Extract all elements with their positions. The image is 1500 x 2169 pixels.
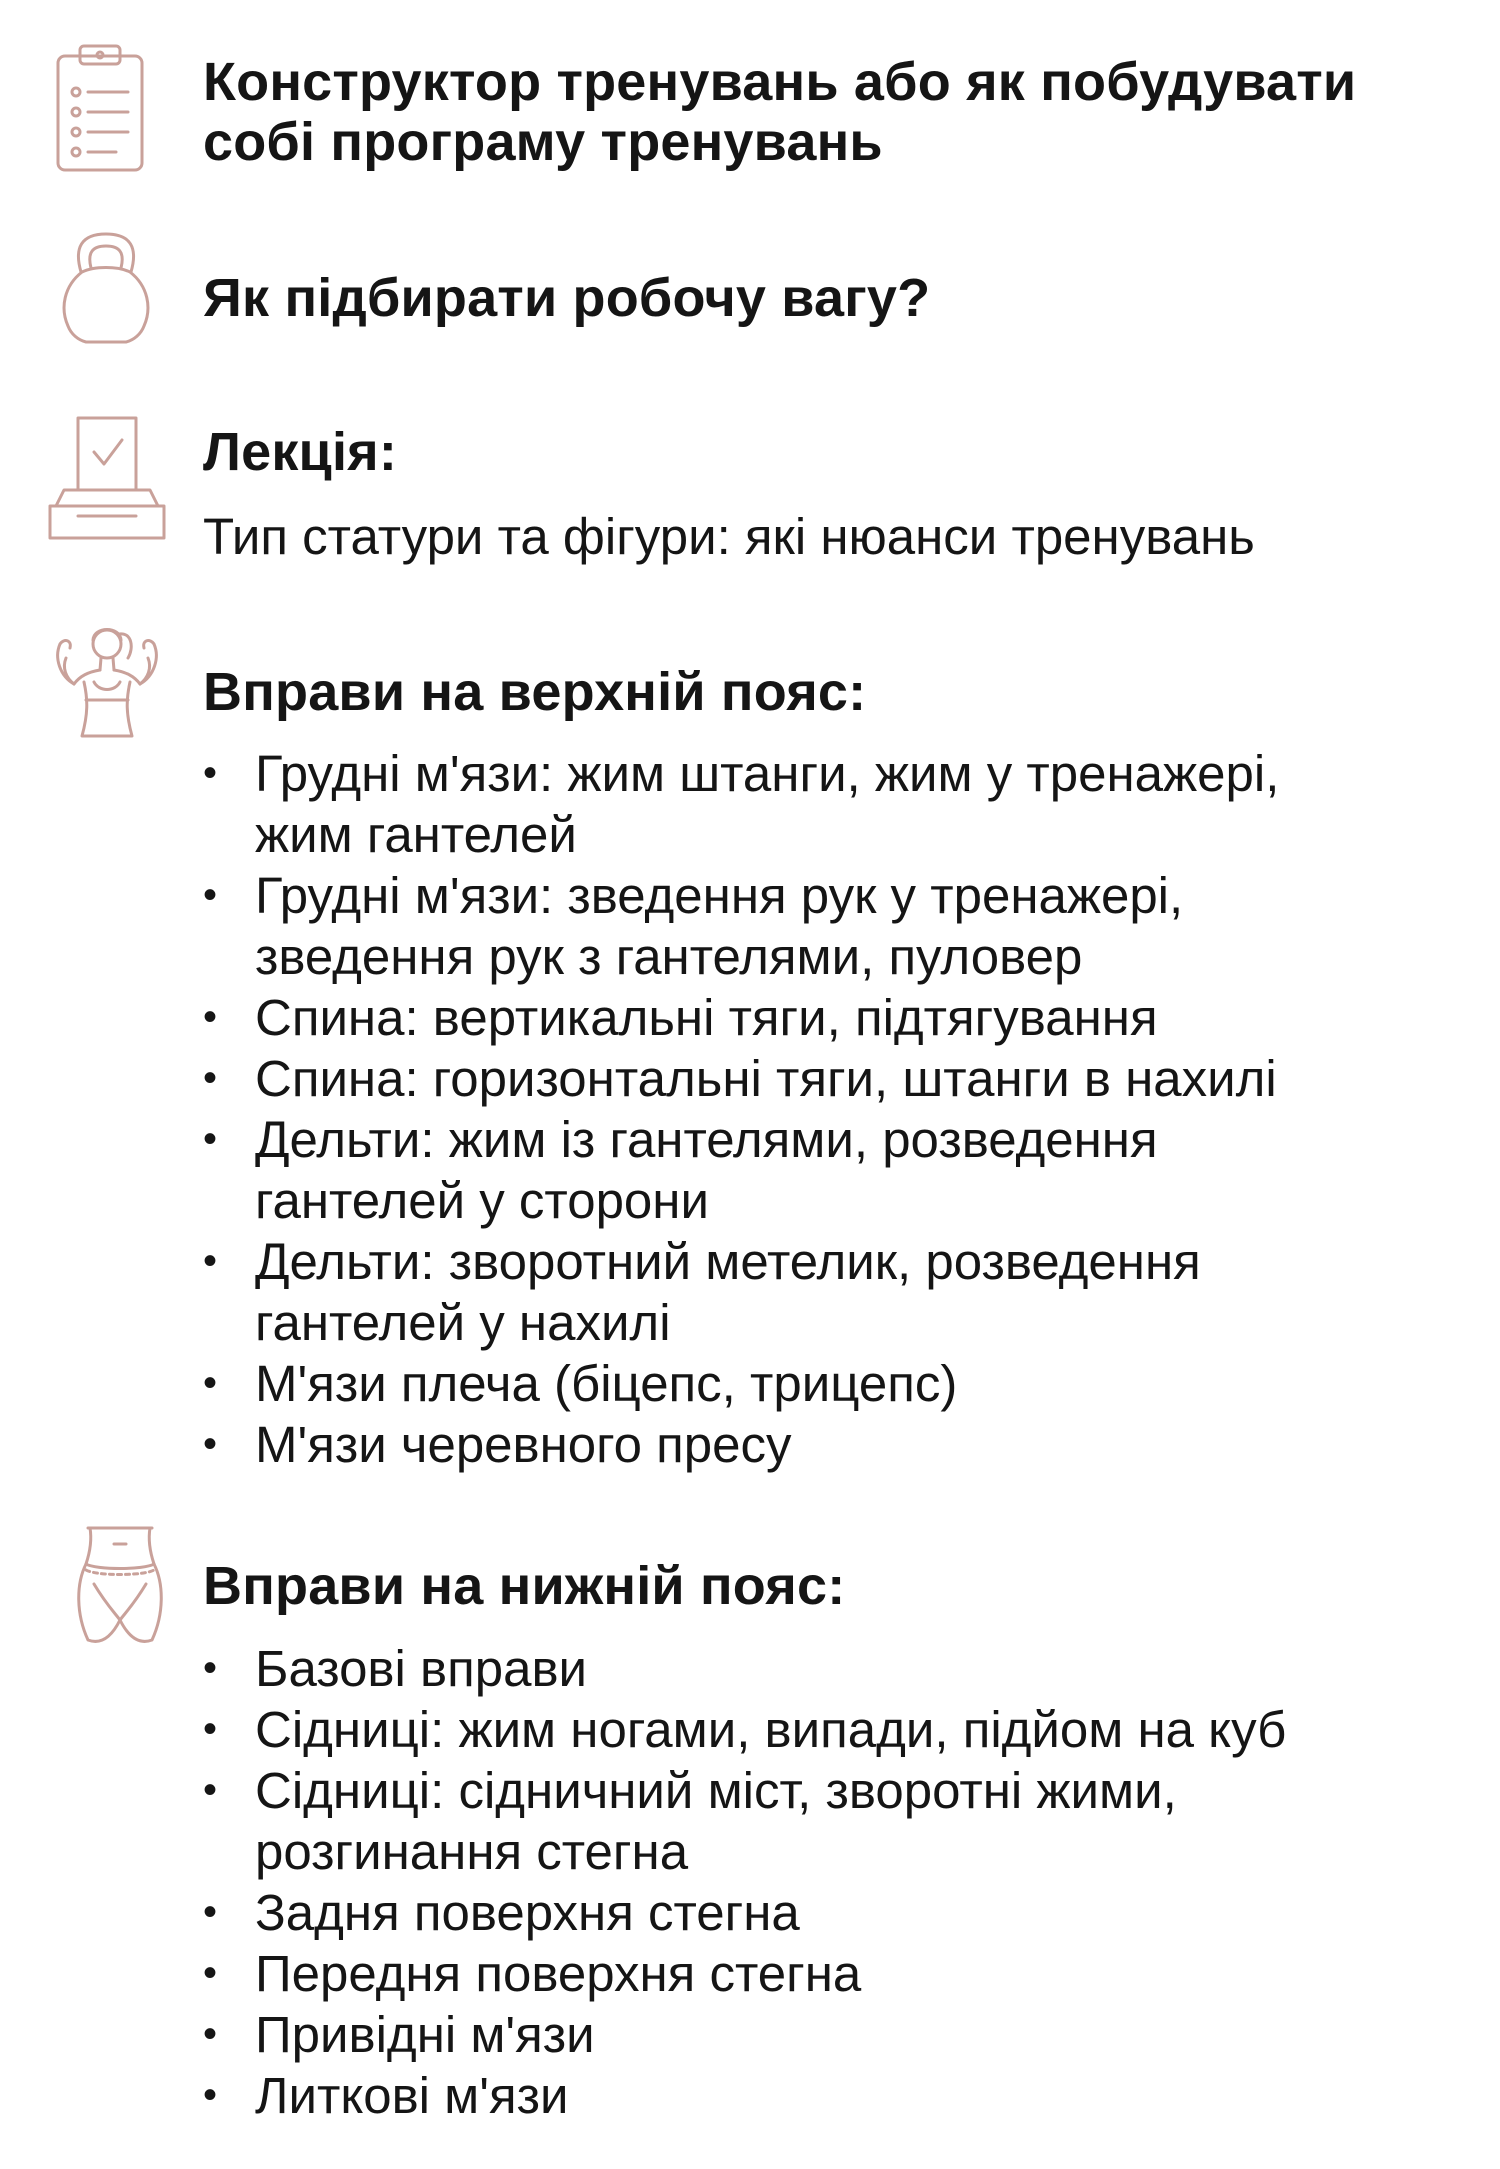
ballot-box-icon <box>46 412 168 544</box>
list-item-line: Сідниці: жим ногами, випади, підйом на куб <box>255 1701 1287 1758</box>
list-item-line: Привідні м'язи <box>255 2006 595 2063</box>
list-item-line: Дельти: зворотний метелик, розведення <box>255 1233 1201 1290</box>
list-item <box>203 1638 1473 1699</box>
list-item <box>203 1882 1473 1943</box>
list-item <box>203 1353 1473 1414</box>
section-title: Вправи на верхній пояс: <box>203 662 867 722</box>
list-item-line: Передня поверхня стегна <box>255 1945 862 2002</box>
section-subtitle: Тип статури та фігури: які нюанси тренувань <box>203 508 1255 565</box>
title-line: Конструктор тренувань або як побудувати <box>203 52 1357 112</box>
upper-exercise-list <box>203 743 1473 1475</box>
list-item-line: Базові вправи <box>255 1640 588 1697</box>
section-title: Вправи на нижній пояс: <box>203 1556 846 1616</box>
list-item <box>203 1943 1473 2004</box>
list-item-line: М'язи черевного пресу <box>255 1416 792 1473</box>
list-item <box>203 865 1473 987</box>
list-item <box>203 1699 1473 1760</box>
list-item-line: Спина: горизонтальні тяги, штанги в нахилі <box>255 1050 1277 1107</box>
list-item <box>203 1048 1473 1109</box>
section-title: Лекція: <box>203 422 398 482</box>
title-line: собі програму тренувань <box>203 112 883 172</box>
clipboard-checklist-icon <box>40 42 160 174</box>
list-item-line: Дельти: жим із гантелями, розведення <box>255 1111 1158 1168</box>
list-item <box>203 2004 1473 2065</box>
list-item <box>203 2065 1473 2126</box>
hips-measuring-tape-icon <box>74 1524 166 1648</box>
list-item <box>203 743 1473 865</box>
list-item-line: розгинання стегна <box>255 1823 689 1880</box>
list-item-line: зведення рук з гантелями, пуловер <box>255 928 1083 985</box>
list-item-line: М'язи плеча (біцепс, трицепс) <box>255 1355 958 1412</box>
section-title: Як підбирати робочу вагу? <box>203 268 931 328</box>
list-item <box>203 1231 1473 1353</box>
list-item-line: Сідниці: сідничний міст, зворотні жими, <box>255 1762 1177 1819</box>
list-item <box>203 1109 1473 1231</box>
list-item-line: Спина: вертикальні тяги, підтягування <box>255 989 1158 1046</box>
list-item <box>203 987 1473 1048</box>
lower-exercise-list <box>203 1638 1473 2126</box>
woman-flexing-icon <box>44 618 170 746</box>
kettlebell-icon <box>56 228 156 348</box>
list-item-line: Литкові м'язи <box>255 2067 569 2124</box>
list-item-line: Грудні м'язи: зведення рук у тренажері, <box>255 867 1184 924</box>
list-item-line: гантелей у нахилі <box>255 1294 671 1351</box>
list-item <box>203 1414 1473 1475</box>
list-item-line: гантелей у сторони <box>255 1172 709 1229</box>
list-item-line: жим гантелей <box>255 806 577 863</box>
list-item-line: Задня поверхня стегна <box>255 1884 800 1941</box>
section-title <box>203 52 1356 172</box>
list-item-line: Грудні м'язи: жим штанги, жим у тренажері, <box>255 745 1280 802</box>
list-item <box>203 1760 1473 1882</box>
